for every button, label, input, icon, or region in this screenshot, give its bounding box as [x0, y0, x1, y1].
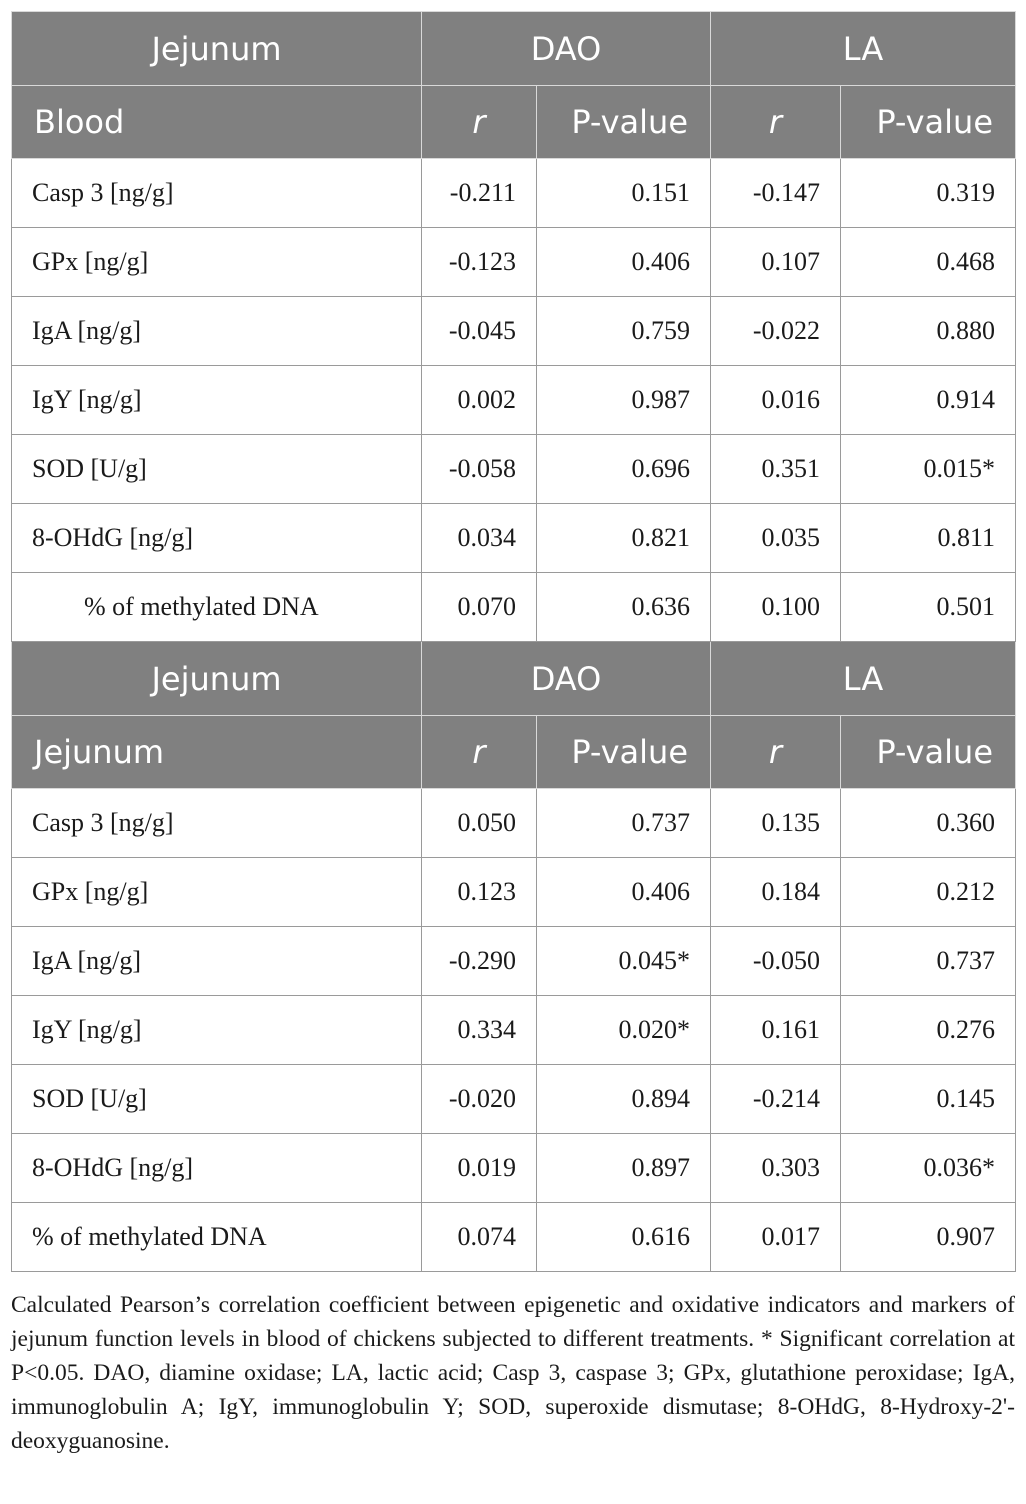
dao-r: -0.020 [422, 1065, 537, 1134]
table1-header-la-p: P-value [841, 86, 1016, 159]
table-row [12, 1134, 1016, 1203]
table-row [12, 858, 1016, 927]
dao-p: 0.406 [537, 858, 711, 927]
dao-p: 0.987 [537, 366, 711, 435]
dao-p: 0.897 [537, 1134, 711, 1203]
table1-header-row-1 [12, 12, 1016, 86]
table2-header-la: LA [711, 642, 1016, 716]
la-r: 0.135 [711, 789, 841, 858]
dao-r: -0.058 [422, 435, 537, 504]
dao-r: 0.002 [422, 366, 537, 435]
row-label: Casp 3 [ng/g] [12, 789, 422, 858]
table2-header-source: Jejunum [12, 716, 422, 789]
dao-r: 0.019 [422, 1134, 537, 1203]
la-r: 0.184 [711, 858, 841, 927]
dao-r: 0.123 [422, 858, 537, 927]
dao-r: 0.050 [422, 789, 537, 858]
row-label: % of methylated DNA [12, 1203, 422, 1272]
la-p: 0.914 [841, 366, 1016, 435]
dao-p: 0.616 [537, 1203, 711, 1272]
row-label: IgA [ng/g] [12, 927, 422, 996]
table1-header-la-r: r [711, 86, 841, 159]
dao-p: 0.894 [537, 1065, 711, 1134]
la-p: 0.276 [841, 996, 1016, 1065]
row-label: IgA [ng/g] [12, 297, 422, 366]
table2-header-dao: DAO [422, 642, 711, 716]
row-label: 8-OHdG [ng/g] [12, 1134, 422, 1203]
dao-r: -0.211 [422, 159, 537, 228]
la-p: 0.880 [841, 297, 1016, 366]
la-r: 0.016 [711, 366, 841, 435]
la-r: 0.035 [711, 504, 841, 573]
la-r: 0.107 [711, 228, 841, 297]
la-r: 0.017 [711, 1203, 841, 1272]
table1-header-la: LA [711, 12, 1016, 86]
table2-header-dao-p: P-value [537, 716, 711, 789]
la-p: 0.036* [841, 1134, 1016, 1203]
dao-p: 0.737 [537, 789, 711, 858]
la-r: 0.161 [711, 996, 841, 1065]
la-r: -0.050 [711, 927, 841, 996]
table1-header-dao-r: r [422, 86, 537, 159]
dao-p: 0.045* [537, 927, 711, 996]
row-label: IgY [ng/g] [12, 996, 422, 1065]
dao-r: 0.334 [422, 996, 537, 1065]
correlation-table [11, 11, 1015, 1272]
dao-p: 0.821 [537, 504, 711, 573]
table2-header-row-1 [12, 642, 1016, 716]
row-label: SOD [U/g] [12, 1065, 422, 1134]
row-label: % of methylated DNA [12, 573, 422, 642]
dao-p: 0.406 [537, 228, 711, 297]
table-row [12, 1065, 1016, 1134]
table2-header-la-r: r [711, 716, 841, 789]
table1-header-group: Jejunum [12, 12, 422, 86]
table-row [12, 297, 1016, 366]
la-r: -0.214 [711, 1065, 841, 1134]
table-row [12, 1203, 1016, 1272]
la-r: -0.022 [711, 297, 841, 366]
table1-header-row-2 [12, 86, 1016, 159]
la-p: 0.015* [841, 435, 1016, 504]
table1-header-source: Blood [12, 86, 422, 159]
la-r: -0.147 [711, 159, 841, 228]
row-label: Casp 3 [ng/g] [12, 159, 422, 228]
la-p: 0.737 [841, 927, 1016, 996]
table-row [12, 789, 1016, 858]
table-row [12, 366, 1016, 435]
row-label: GPx [ng/g] [12, 858, 422, 927]
row-label: SOD [U/g] [12, 435, 422, 504]
la-p: 0.145 [841, 1065, 1016, 1134]
la-p: 0.811 [841, 504, 1016, 573]
la-p: 0.212 [841, 858, 1016, 927]
table1-header-dao: DAO [422, 12, 711, 86]
la-p: 0.319 [841, 159, 1016, 228]
la-p: 0.501 [841, 573, 1016, 642]
table2-header-group: Jejunum [12, 642, 422, 716]
dao-r: 0.070 [422, 573, 537, 642]
dao-p: 0.020* [537, 996, 711, 1065]
la-p: 0.907 [841, 1203, 1016, 1272]
row-label: 8-OHdG [ng/g] [12, 504, 422, 573]
table-row [12, 435, 1016, 504]
dao-p: 0.636 [537, 573, 711, 642]
table2-header-row-2 [12, 716, 1016, 789]
dao-r: -0.045 [422, 297, 537, 366]
table-row [12, 996, 1016, 1065]
la-p: 0.360 [841, 789, 1016, 858]
dao-p: 0.696 [537, 435, 711, 504]
table2-header-la-p: P-value [841, 716, 1016, 789]
row-label: GPx [ng/g] [12, 228, 422, 297]
dao-p: 0.759 [537, 297, 711, 366]
dao-r: 0.074 [422, 1203, 537, 1272]
row-label: IgY [ng/g] [12, 366, 422, 435]
table2-header-dao-r: r [422, 716, 537, 789]
table-row [12, 927, 1016, 996]
la-r: 0.351 [711, 435, 841, 504]
dao-r: -0.290 [422, 927, 537, 996]
table-row [12, 159, 1016, 228]
table-row [12, 504, 1016, 573]
table1-header-dao-p: P-value [537, 86, 711, 159]
dao-p: 0.151 [537, 159, 711, 228]
la-p: 0.468 [841, 228, 1016, 297]
table-row [12, 228, 1016, 297]
table-row [12, 573, 1016, 642]
dao-r: 0.034 [422, 504, 537, 573]
dao-r: -0.123 [422, 228, 537, 297]
la-r: 0.100 [711, 573, 841, 642]
la-r: 0.303 [711, 1134, 841, 1203]
table-footnote: Calculated Pearson’s correlation coefficient between epigenetic and oxidative indicators and markers of jejunum function levels in blood of chickens subjected to different treatments. * Significant correlation at P<0.05. DAO, diamine oxidase; LA, lactic acid; Casp 3, caspase 3; GPx, glutathione peroxidase; IgA, immunoglobulin A; IgY, immunoglobulin Y; SOD, superoxide dismutase; 8-OHdG, 8-Hydroxy-2'-deoxyguanosine. [11, 1292, 1015, 1454]
